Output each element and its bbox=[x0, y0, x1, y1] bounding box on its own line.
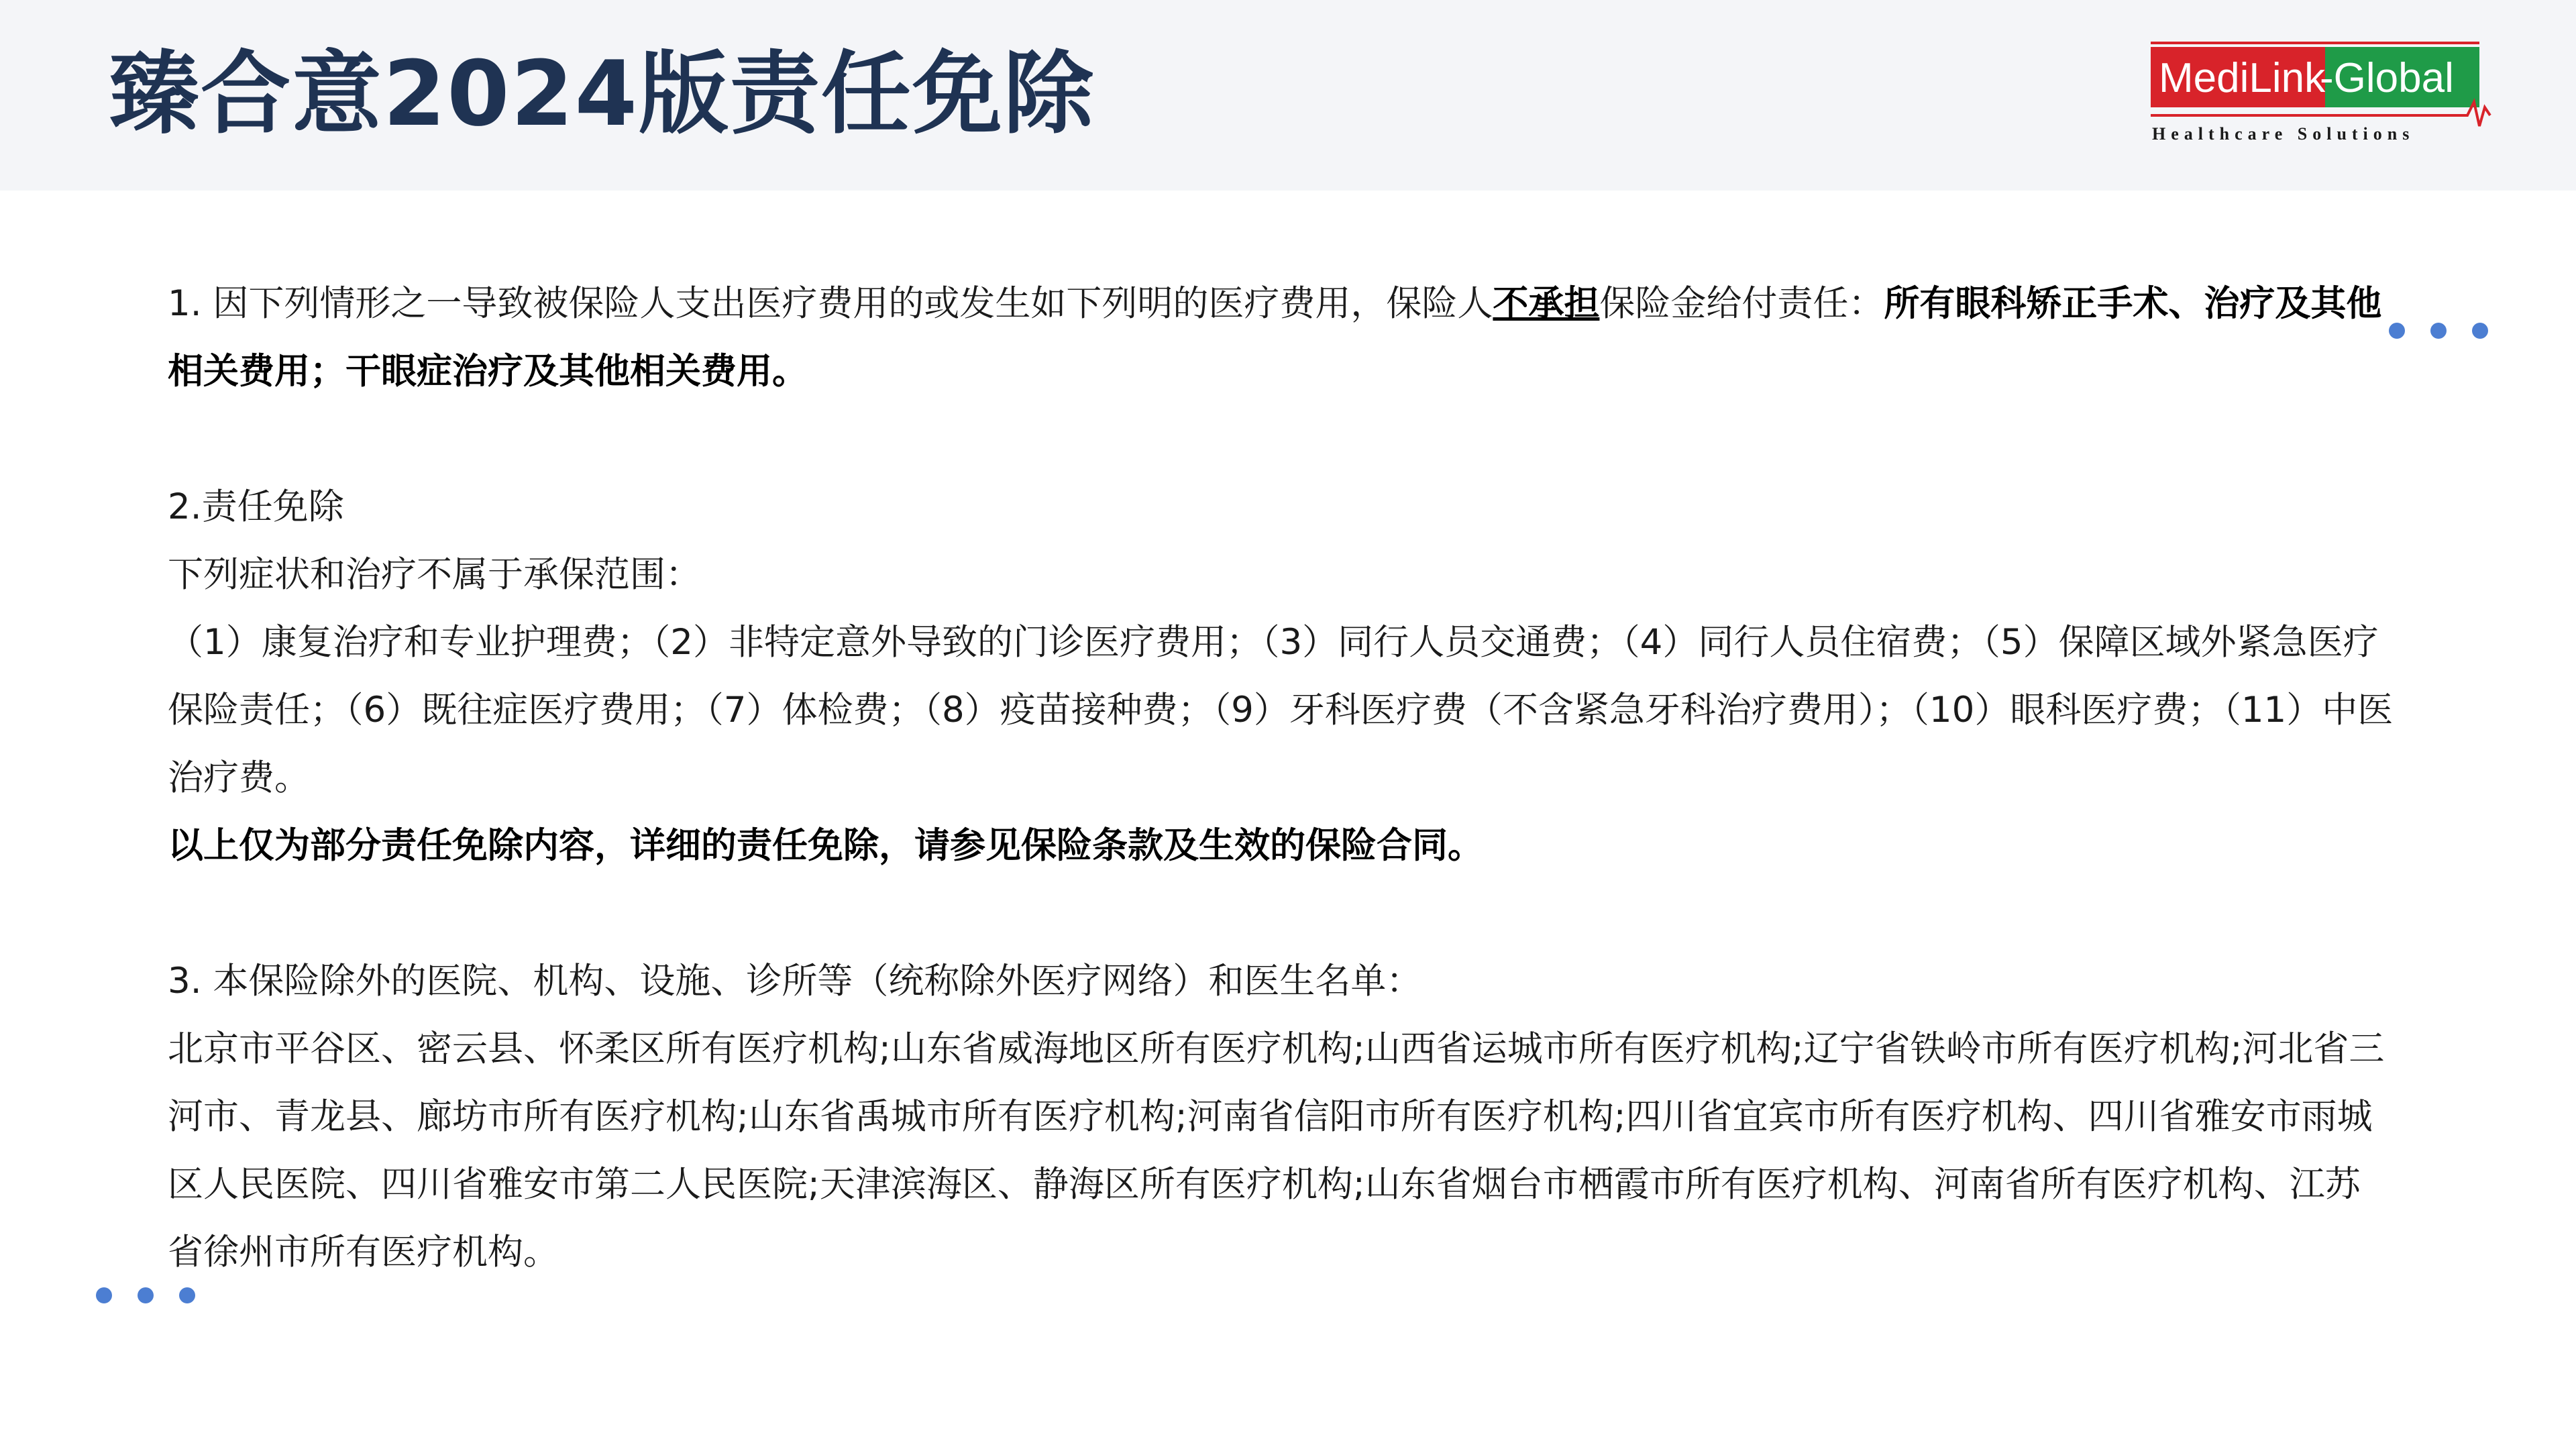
dot bbox=[179, 1287, 195, 1303]
logo-brand-right: -Global bbox=[2320, 55, 2454, 101]
dot bbox=[2472, 323, 2488, 339]
logo-tagline: Healthcare Solutions bbox=[2152, 124, 2415, 144]
section1-bold-tail: 所有眼科矫正手术、治疗及其他相关费用；干眼症治疗及其他相关费用。 bbox=[168, 283, 2382, 392]
page-title: 臻合意2024版责任免除 bbox=[109, 42, 1095, 146]
dot bbox=[96, 1287, 112, 1303]
section2-items: （1）康复治疗和专业护理费；（2）非特定意外导致的门诊医疗费用；（3）同行人员交通费；（4）同行人员住宿费；（5）保障区域外紧急医疗保险责任；（6）既往症医疗费用；（7）体检费；（8）疫苗接种费；（9）牙科医疗费（不含紧急牙科治疗费用）；（10）眼科医疗费；（11）中医治疗费。 bbox=[168, 622, 2394, 798]
header-bar bbox=[0, 0, 2576, 191]
dot bbox=[2430, 323, 2447, 339]
section1-intro: 1. 因下列情形之一导致被保险人支出医疗费用的或发生如下列明的医疗费用，保险人 bbox=[168, 283, 1493, 324]
decorative-dots-top bbox=[2389, 323, 2488, 339]
section1-paragraph bbox=[168, 270, 2395, 405]
section2-heading: 2.责任免除 bbox=[168, 486, 344, 527]
exclusions-content bbox=[168, 270, 2395, 1286]
spacer bbox=[168, 879, 2395, 947]
section1-middle: 保险金给付责任： bbox=[1599, 283, 1884, 324]
logo-brand-left: MediLink bbox=[2159, 55, 2326, 101]
spacer bbox=[168, 405, 2395, 473]
section1-emphasis: 不承担 bbox=[1493, 283, 1600, 324]
section3-list: 北京市平谷区、密云县、怀柔区所有医疗机构;山东省威海地区所有医疗机构;山西省运城市所有医疗机构;辽宁省铁岭市所有医疗机构;河北省三河市、青龙县、廊坊市所有医疗机构;山东省禹城市所有医疗机构;河南省信阳市所有医疗机构;四川省宜宾市所有医疗机构、四川省雅安市雨城区人民医院、四川省雅安市第二人民医院;天津滨海区、静海区所有医疗机构;山东省烟台市栖霞市所有医疗机构、河南省所有医疗机构、江苏省徐州市所有医疗机构。 bbox=[168, 1028, 2385, 1273]
section2-note: 以上仅为部分责任免除内容，详细的责任免除，请参见保险条款及生效的保险合同。 bbox=[168, 825, 1483, 866]
section2-subheading: 下列症状和治疗不属于承保范围： bbox=[168, 554, 701, 595]
medilink-global-logo bbox=[2145, 40, 2494, 148]
section3-heading: 3. 本保险除外的医院、机构、设施、诊所等（统称除外医疗网络）和医生名单： bbox=[168, 961, 1422, 1002]
decorative-dots-bottom bbox=[96, 1287, 195, 1303]
dot bbox=[138, 1287, 154, 1303]
